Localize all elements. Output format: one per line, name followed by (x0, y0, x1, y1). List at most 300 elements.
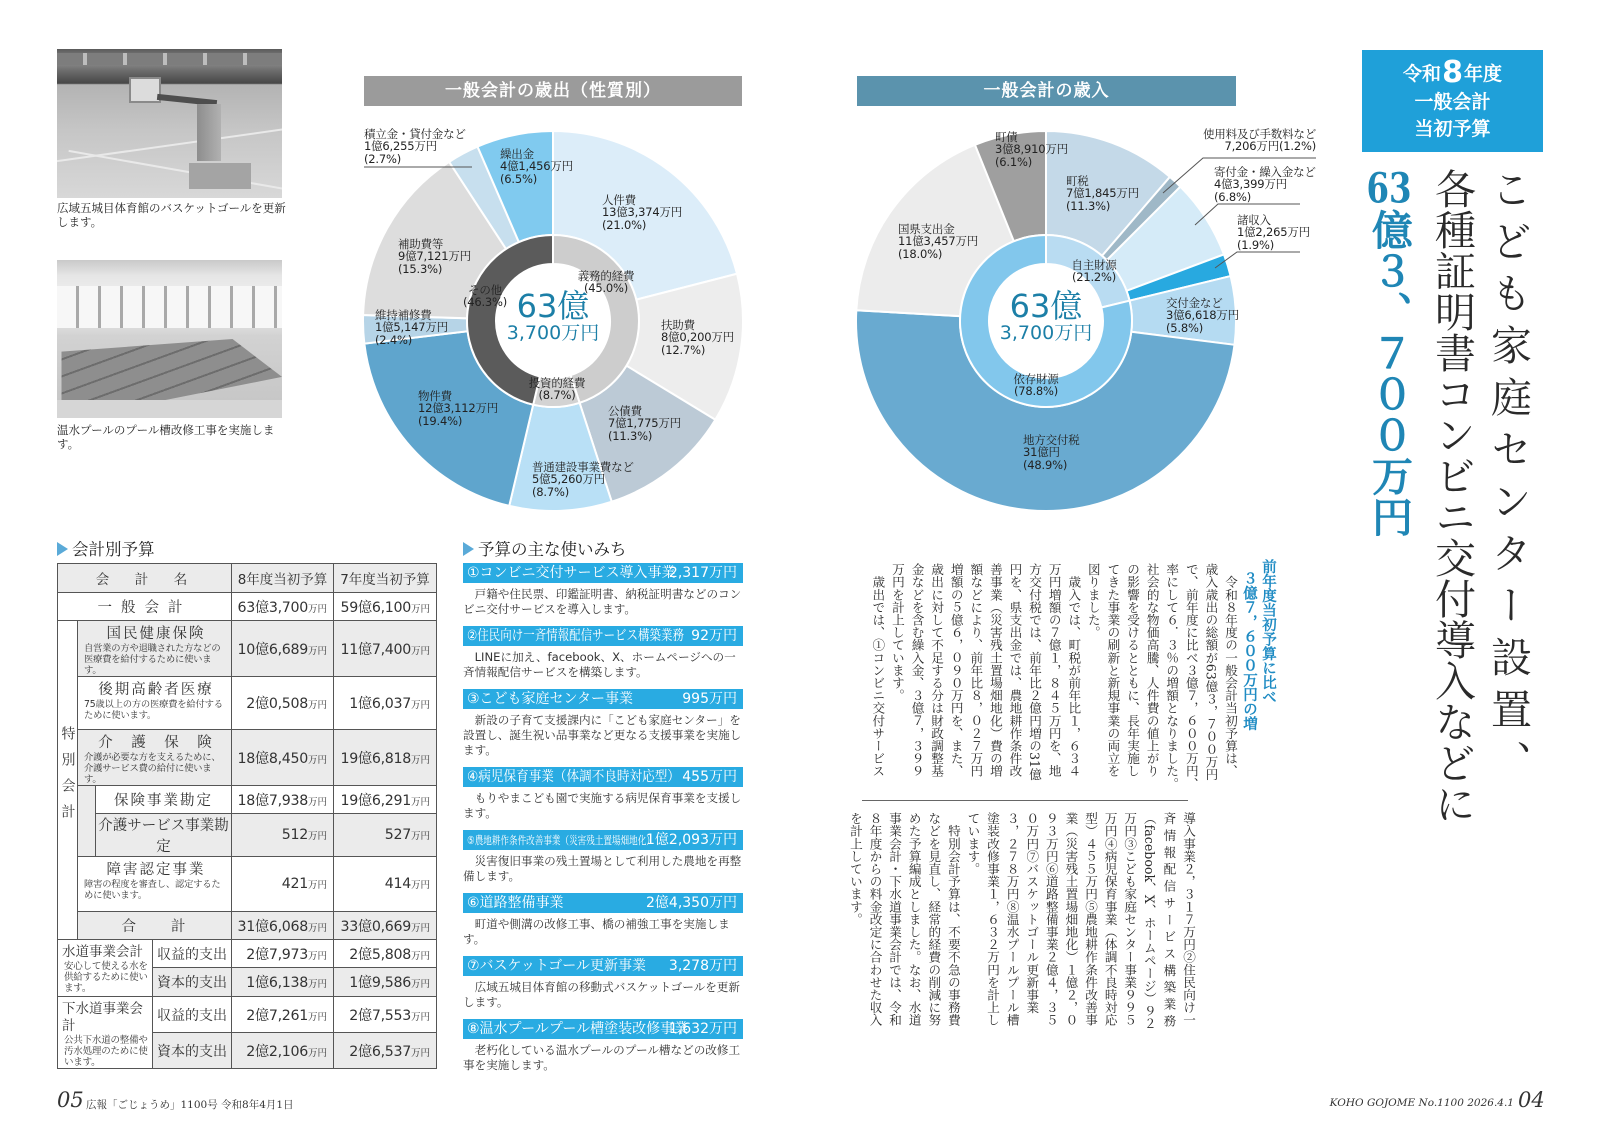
amount: 2億2,106 (246, 1043, 308, 1060)
row-name: 国民健康保険 (106, 626, 206, 642)
use-item-amount: 2,317万円 (668, 565, 737, 581)
use-item-amount: 3,278万円 (668, 958, 737, 974)
label-amount: 5億5,260万円 (532, 472, 605, 487)
amount: 18億7,938 (237, 792, 308, 809)
text-column: 増額の５億６，０９０万円を、また、 (948, 563, 964, 778)
label-name: 積立金・貸付金など (364, 127, 466, 141)
unit: 万円 (307, 950, 327, 962)
table-header-row (58, 564, 437, 593)
use-item-description: 戸籍や住民票、印鑑証明書、納税証明書などのコンビニ交付サービスを導入します。 (463, 587, 742, 616)
label-name: 補助費等 (398, 237, 444, 251)
fy8-value (232, 593, 334, 621)
use-item-bar (463, 893, 743, 913)
text-column: 斉情報配信サービス構築業務 (1161, 812, 1177, 1027)
amount: 512 (281, 827, 308, 843)
expense-type: 収益的支出 (153, 940, 232, 968)
gym-photo-caption: 広域五城目体育館のバスケットゴールを更新します。 (57, 201, 286, 229)
amount: 63億3,700 (237, 599, 308, 616)
label-misc-income (1237, 214, 1310, 251)
text-column: 円を、県支出金では、農地耕作条件改 (1007, 563, 1023, 778)
fy7-value (334, 997, 437, 1033)
headline-total-amount (1365, 168, 1413, 537)
use-item-label: ⑧温水プールプール槽塗装改修事業 (467, 1021, 689, 1037)
unit: 万円 (410, 880, 430, 891)
amount: 31億6,068 (237, 918, 308, 935)
article-divider (862, 800, 1188, 801)
label-town-tax (1066, 175, 1139, 212)
fy8-value (232, 677, 334, 730)
use-item-amount: 995万円 (682, 691, 737, 707)
label-percent: (11.3%) (1066, 198, 1111, 213)
amount: 2億7,261 (246, 1007, 308, 1024)
text-column: を計上しています。 (847, 812, 863, 926)
label-dependent-revenue (1006, 373, 1066, 398)
table-row-sewer-revenue-expense (58, 997, 437, 1033)
headline-total-rest: 億３、７００万円 (1365, 209, 1413, 537)
label-amount: 3億8,910万円 (995, 142, 1068, 157)
table-row-insurance-business (58, 786, 437, 814)
label-percent: (12.7%) (661, 342, 706, 357)
budget-uses-list (463, 563, 743, 1082)
expenditure-center-total-oku: 63億 (516, 287, 590, 325)
fy8-value (232, 857, 334, 912)
text-column: ています。 (965, 812, 981, 875)
use-item-amount: 1,632万円 (668, 1021, 737, 1037)
fy7-value (334, 730, 437, 786)
use-item-bar (463, 1019, 743, 1039)
revenue-chart-title: 一般会計の歳入 (857, 76, 1236, 106)
special-account-label-text: 特別会計 (59, 726, 76, 830)
label-percent: (19.4%) (418, 413, 463, 428)
unit: 万円 (410, 645, 430, 657)
row-name: 介 護 保 険 (98, 735, 214, 751)
label-goods-cost (418, 390, 498, 427)
label-amount: 12億3,112万円 (418, 401, 499, 416)
label-percent: (1.9%) (1237, 237, 1274, 252)
unit: 万円 (307, 922, 327, 934)
amount: 11億7,400 (340, 641, 411, 658)
label-amount: 11億3,457万円 (898, 234, 979, 249)
badge-era: 令和 (1403, 63, 1442, 85)
special-account-label (58, 621, 78, 940)
label-national-prefectural-grants (898, 223, 978, 260)
use-item-amount: 1億2,093万円 (646, 832, 737, 848)
label-own-revenue (1064, 259, 1124, 284)
unit: 万円 (410, 603, 430, 615)
expenditure-center-total-man: 3,700万円 (506, 322, 600, 344)
row-name: 一般会計 (58, 593, 232, 621)
label-reserve-loans (364, 128, 466, 165)
uses-heading (463, 540, 627, 560)
fy7-value (334, 593, 437, 621)
amount: 1億6,138 (246, 975, 308, 991)
indoor-pool-photo (57, 260, 282, 418)
row-name: 介護サービス事業勘定 (96, 814, 232, 857)
use-item-label: ⑥道路整備事業 (467, 895, 564, 911)
article-body-lower (845, 812, 1198, 1034)
unit: 万円 (307, 796, 327, 808)
label-name: 使用料及び手数料など (1203, 127, 1316, 141)
label-amount: 4億1,456万円 (500, 159, 573, 174)
text-column: 塗装改修事業１，６３２万円を計上し (985, 812, 1001, 1027)
label-debt-service (608, 405, 681, 442)
text-column: てきた事業の刷新と新規事業の両立を (1105, 563, 1121, 778)
label-amount: 13億3,374万円 (602, 205, 683, 220)
label-personnel-cost (602, 194, 682, 231)
label-percent: (6.8%) (1214, 189, 1251, 204)
use-item-label: ③こども家庭センター事業 (467, 691, 633, 707)
revenue-center-total-man: 3,700万円 (999, 322, 1093, 344)
text-column: 万円を計上しています。 (889, 563, 905, 702)
label-name: 依存財源 (1013, 372, 1059, 386)
row-name: 水道事業会計 (62, 944, 143, 960)
article-body-upper (867, 563, 1240, 790)
label-name: 物件費 (418, 389, 452, 403)
label-name: 国県支出金 (898, 222, 955, 236)
expense-type: 収益的支出 (153, 997, 232, 1033)
revenue-center-total-oku: 63億 (1009, 287, 1083, 325)
photo-goal-base (189, 161, 251, 189)
text-column: ８年度からの料金改定に合わせた収入 (867, 812, 883, 1027)
use-item-description: LINEに加え、facebook、X、ホームページへの一斉情報配信サービスを構築します。 (463, 650, 736, 679)
table-row-water-revenue-expense (58, 940, 437, 968)
use-item-bar (463, 830, 743, 850)
amount: 421 (281, 876, 308, 892)
label-name: 普通建設事業費など (532, 460, 634, 474)
fy7-value (334, 677, 437, 730)
fy8-value (232, 730, 334, 786)
row-name: 後期高齢者医療 (98, 682, 214, 698)
fy7-value (334, 814, 437, 857)
label-name: 人件費 (602, 193, 636, 207)
photo-windows (57, 286, 282, 328)
row-description: 安心して使える水を供給するために使います。 (64, 961, 148, 994)
left-page-number: 05 (57, 1088, 84, 1112)
use-item-amount: 455万円 (682, 769, 737, 785)
use-item-label: ②住民向け一斉情報配信サービス構築業務 (467, 628, 684, 644)
label-percent: (48.9%) (1023, 457, 1068, 472)
photo-pool-deck (57, 400, 282, 418)
fy7-value (334, 1033, 437, 1069)
label-town-bonds (995, 131, 1068, 168)
sub-row-indent (78, 786, 96, 857)
label-name: その他 (468, 283, 502, 297)
label-amount: 4億3,399万円 (1214, 177, 1287, 192)
text-column: 万円③こども家庭センター事業９９５ (1122, 812, 1138, 1027)
amount: 10億6,689 (237, 641, 308, 658)
account-budget-table (57, 563, 437, 1069)
header-fy8-budget: 8年度当初予算 (232, 564, 334, 593)
label-percent: (2.7%) (364, 151, 401, 166)
fy7-value (334, 968, 437, 997)
badge-line-1 (1362, 57, 1543, 89)
row-name: 障害認定事業 (106, 862, 206, 878)
label-percent: (6.5%) (500, 171, 537, 186)
label-amount: 9億7,121万円 (398, 249, 471, 264)
amount: 18億8,450 (237, 750, 308, 767)
label-amount: 7,206万円 (1224, 139, 1279, 154)
label-name: 扶助費 (661, 318, 695, 332)
amount: 2億0,508 (246, 696, 308, 712)
fy8-value (232, 786, 334, 814)
label-name: 繰出金 (500, 147, 534, 161)
unit: 万円 (410, 1047, 430, 1059)
row-description: 自営業の方や退職された方などの医療費を給付するために使います。 (84, 643, 221, 676)
row-description: 介護が必要な方を支えるために、介護サービス費の給付に使います。 (84, 752, 221, 785)
expenditure-chart-title: 一般会計の歳出（性質別） (364, 76, 742, 106)
use-item-bar (463, 563, 743, 583)
label-name: 維持補修費 (375, 308, 432, 322)
fy8-value (232, 814, 334, 857)
fy7-value (334, 940, 437, 968)
table-row-general-account (58, 593, 437, 621)
text-column: 万円④病児保育事業（体調不良時対応 (1102, 812, 1118, 1027)
text-column: 方交付税では、前年比２億円増の31億 (1027, 563, 1043, 781)
label-percent: (6.1%) (995, 154, 1032, 169)
row-name-cell (78, 677, 232, 730)
text-column: 業（災害残土置場畑地化）１億２，０ (1063, 812, 1079, 1027)
amount: 527 (384, 827, 411, 843)
badge-line-2: 一般会計 (1414, 91, 1491, 113)
use-item-description: 老朽化している温水プールのプール槽などの改修工事を実施します。 (463, 1043, 741, 1072)
amount: 2億5,808 (349, 946, 411, 963)
article-subhead-1: 前年度当初予算に比べ (1260, 559, 1276, 704)
label-other-expenses (458, 284, 512, 309)
text-column: の影響を受けるとともに、長年実施し (1125, 563, 1141, 778)
text-column: 特別会計予算は、不要不急の事務費 (945, 812, 961, 1027)
fy7-value (334, 621, 437, 677)
text-column: などを見直し、経常的経費の削減に努 (926, 812, 942, 1027)
label-percent: (46.3%) (462, 295, 508, 310)
text-column: 図りました。 (1085, 563, 1101, 639)
use-item-description: 町道や側溝の改修工事、橋の補強工事を実施します。 (463, 917, 730, 946)
triangle-icon (57, 542, 68, 556)
label-grants (1166, 297, 1239, 334)
text-column: ３，２７８万円⑧温水プールプール槽 (1004, 812, 1020, 1027)
use-item-label: ④病児保育事業（体調不良時対応型） (467, 769, 680, 785)
uses-title: 予算の主な使いみち (478, 540, 627, 559)
table-row-late-elderly-medical (58, 677, 437, 730)
water-account-cell (58, 940, 153, 997)
text-column: 歳出では、①コンビニ交付サービス (870, 563, 886, 778)
label-name: 町税 (1066, 174, 1089, 188)
unit: 万円 (307, 754, 327, 766)
text-column: で、前年度に比べ３億７，６００万円、 (1183, 563, 1199, 790)
text-column: 万円増額の７億１，８４５万円を、地 (1046, 563, 1062, 778)
row-name-cell (78, 857, 232, 912)
text-column: 令和８年度の一般会計当初予算は、 (1223, 563, 1238, 778)
row-description: 障害の程度を審査し、認定するために使います。 (84, 879, 221, 901)
label-percent: (8.7%) (532, 484, 569, 499)
fiscal-year-badge (1362, 50, 1543, 152)
label-maintenance-cost (375, 309, 448, 346)
table-row-national-health-insurance (58, 621, 437, 677)
label-amount: 3億6,618万円 (1166, 308, 1239, 323)
label-percent: (21.0%) (602, 217, 647, 232)
unit: 万円 (410, 754, 430, 766)
header-fy7-budget: 7年度当初予算 (334, 564, 437, 593)
text-column: 率にして６．３％の増額となりました。 (1164, 563, 1180, 790)
label-subsidy-cost (398, 238, 471, 275)
label-fees (1196, 128, 1316, 153)
headline-line-1: こども家庭センター設置、 (1484, 168, 1532, 792)
text-column: めた予算編成としました。なお、水道 (906, 812, 922, 1027)
fy7-value (334, 786, 437, 814)
right-page-number: 04 (1518, 1088, 1545, 1112)
label-amount: 1億5,147万円 (375, 320, 448, 335)
label-percent: (11.3%) (608, 428, 653, 443)
row-description: 公共下水道の整備や汚水処理のために使います。 (64, 1035, 148, 1068)
label-percent: (1.2%) (1279, 139, 1316, 154)
unit: 万円 (307, 1047, 327, 1059)
text-column: 社会的な物価高騰、人件費の値上がり (1144, 563, 1160, 778)
amount: 1億6,037 (349, 696, 411, 712)
expense-type: 資本的支出 (153, 968, 232, 997)
unit: 万円 (307, 603, 327, 615)
amount: 33億0,669 (340, 918, 411, 935)
unit: 万円 (307, 645, 327, 657)
label-investment-expenses (524, 377, 590, 402)
table-row-special-total (58, 912, 437, 940)
photo-court-line (57, 125, 282, 165)
label-amount: 8億0,200万円 (661, 330, 734, 345)
label-amount: 7億1,775万円 (608, 416, 681, 431)
label-percent: (8.7%) (538, 388, 576, 403)
right-footer-text: KOHO GOJOME No.1100 2026.4.1 (1329, 1097, 1514, 1109)
badge-year-number: 8 (1442, 55, 1463, 90)
label-percent: (15.3%) (398, 261, 443, 276)
use-item-bar (463, 767, 743, 787)
text-column: 善事業（災害残土置場畑地化）費の増 (987, 563, 1003, 778)
label-percent: (18.0%) (898, 246, 943, 261)
badge-year-suffix: 年度 (1463, 63, 1502, 85)
label-name: 交付金など (1166, 296, 1223, 310)
fy7-value (334, 912, 437, 940)
label-percent: (45.0%) (583, 281, 629, 296)
fy8-value (232, 1033, 334, 1069)
row-name: 下水道事業会計 (62, 1001, 143, 1034)
amount: 19億6,291 (340, 792, 411, 809)
use-item-description: 新設の子育て支援課内に「こども家庭センター」を設置し、誕生祝い品事業など更なる支援事業を実施します。 (463, 713, 742, 757)
text-column: ０万円⑦バスケットゴール更新事業 (1024, 812, 1040, 1014)
fy8-value (232, 912, 334, 940)
label-amount: 31億円 (1023, 445, 1060, 460)
unit: 万円 (410, 979, 430, 990)
label-amount: 1億2,265万円 (1237, 225, 1310, 240)
fy8-value (232, 940, 334, 968)
label-name: 諸収入 (1237, 213, 1271, 227)
fy8-value (232, 968, 334, 997)
text-column: 型）４５５万円⑤農地耕作条件改善事 (1083, 812, 1099, 1027)
label-name: 投資的経費 (528, 376, 586, 390)
header-account-name: 会 計 名 (58, 564, 232, 593)
expense-type: 資本的支出 (153, 1033, 232, 1069)
article-subhead-2: ３億７，６００万円の増 (1241, 571, 1257, 731)
label-name: 公債費 (608, 404, 642, 418)
unit: 万円 (307, 979, 327, 990)
account-table-heading (57, 540, 155, 560)
fy8-value (232, 621, 334, 677)
unit: 万円 (410, 922, 430, 934)
unit: 万円 (410, 796, 430, 808)
text-column: 金などを含む繰入金、３億７，３９９ (909, 563, 925, 778)
use-item-amount: 2億4,350万円 (646, 895, 737, 911)
text-column: （facebook、X、ホームページ）９２ (1141, 812, 1157, 1030)
sewer-account-cell (58, 997, 153, 1069)
amount: 414 (384, 876, 411, 892)
amount: 1億9,586 (349, 975, 411, 991)
use-item-bar (463, 956, 743, 976)
label-amount: 1億6,255万円 (364, 139, 437, 154)
row-name-cell (78, 621, 232, 677)
pool-photo-caption: 温水プールのプール槽改修工事を実施します。 (57, 423, 275, 451)
text-column: 額などにより、前年比８，０２７万円 (968, 563, 984, 778)
use-item-label: ⑦バスケットゴール更新事業 (467, 958, 647, 974)
amount: 2億7,973 (246, 946, 308, 963)
label-amount: 7億1,845万円 (1066, 186, 1139, 201)
label-percent: (5.8%) (1166, 320, 1203, 335)
label-name: 寄付金・繰入金など (1214, 165, 1316, 179)
unit: 万円 (307, 831, 327, 842)
row-name: 合 計 (78, 912, 232, 940)
unit: 万円 (410, 831, 430, 842)
use-item-description: 広域五城目体育館の移動式バスケットゴールを更新します。 (463, 980, 740, 1009)
use-item-bar (463, 626, 743, 646)
label-percent: (2.4%) (375, 332, 412, 347)
headline-total-number: 63 (1366, 168, 1412, 209)
badge-line-3: 当初予算 (1414, 118, 1491, 140)
label-name: 義務的経費 (577, 269, 635, 283)
use-item-bar (463, 689, 743, 709)
label-name: 自主財源 (1071, 258, 1117, 272)
fy8-value (232, 997, 334, 1033)
label-percent: (78.8%) (1013, 384, 1059, 399)
label-construction-cost (532, 461, 634, 498)
amount: 2億6,537 (349, 1043, 411, 1060)
gym-basketball-goal-photo (57, 49, 282, 198)
unit: 万円 (307, 1011, 327, 1023)
left-footer-text: 広報「ごじょうめ」1100号 令和8年4月1日 (86, 1099, 294, 1111)
text-column: 導入事業２，３１７万円②住民向け一 (1181, 812, 1196, 1027)
unit: 万円 (307, 880, 327, 891)
account-table-title: 会計別予算 (72, 540, 155, 559)
label-transfers-out (500, 148, 573, 185)
use-item-label: ①コンビニ交付サービス導入事業 (467, 565, 676, 581)
amount: 19億6,818 (340, 750, 411, 767)
row-name-cell (78, 730, 232, 786)
text-column: 事業会計・下水道事業会計では、令和 (887, 812, 903, 1027)
fy7-value (334, 857, 437, 912)
unit: 万円 (410, 950, 430, 962)
text-column: 歳入では、町税が前年比１，６３４ (1066, 563, 1082, 778)
headline-line-2: 各種証明書コンビニ交付導入などに (1428, 168, 1476, 824)
photo-pool-basin (57, 260, 282, 418)
text-column: 歳出に対して不足する分は財政調整基 (929, 563, 945, 778)
use-item-label: ⑤農地耕作条件改善事業（災害残土置場畑地化） (467, 834, 655, 847)
triangle-icon (463, 542, 474, 556)
use-item-description: 災害復旧事業の残土置場として利用した農地を再整備します。 (463, 854, 742, 883)
amount: 59億6,100 (340, 599, 411, 616)
table-row-care-service-business (58, 814, 437, 857)
row-description: 75歳以上の方の医療費を給付するために使います。 (84, 699, 223, 721)
label-name: 町債 (995, 130, 1018, 144)
use-item-description: もりやまこども園で実施する病児保育事業を支援します。 (463, 791, 742, 820)
table-row-disability-certification (58, 857, 437, 912)
use-item-amount: 92万円 (691, 628, 737, 644)
label-mandatory-expenses (573, 270, 639, 295)
unit: 万円 (307, 700, 327, 711)
label-name: 地方交付税 (1023, 433, 1080, 447)
